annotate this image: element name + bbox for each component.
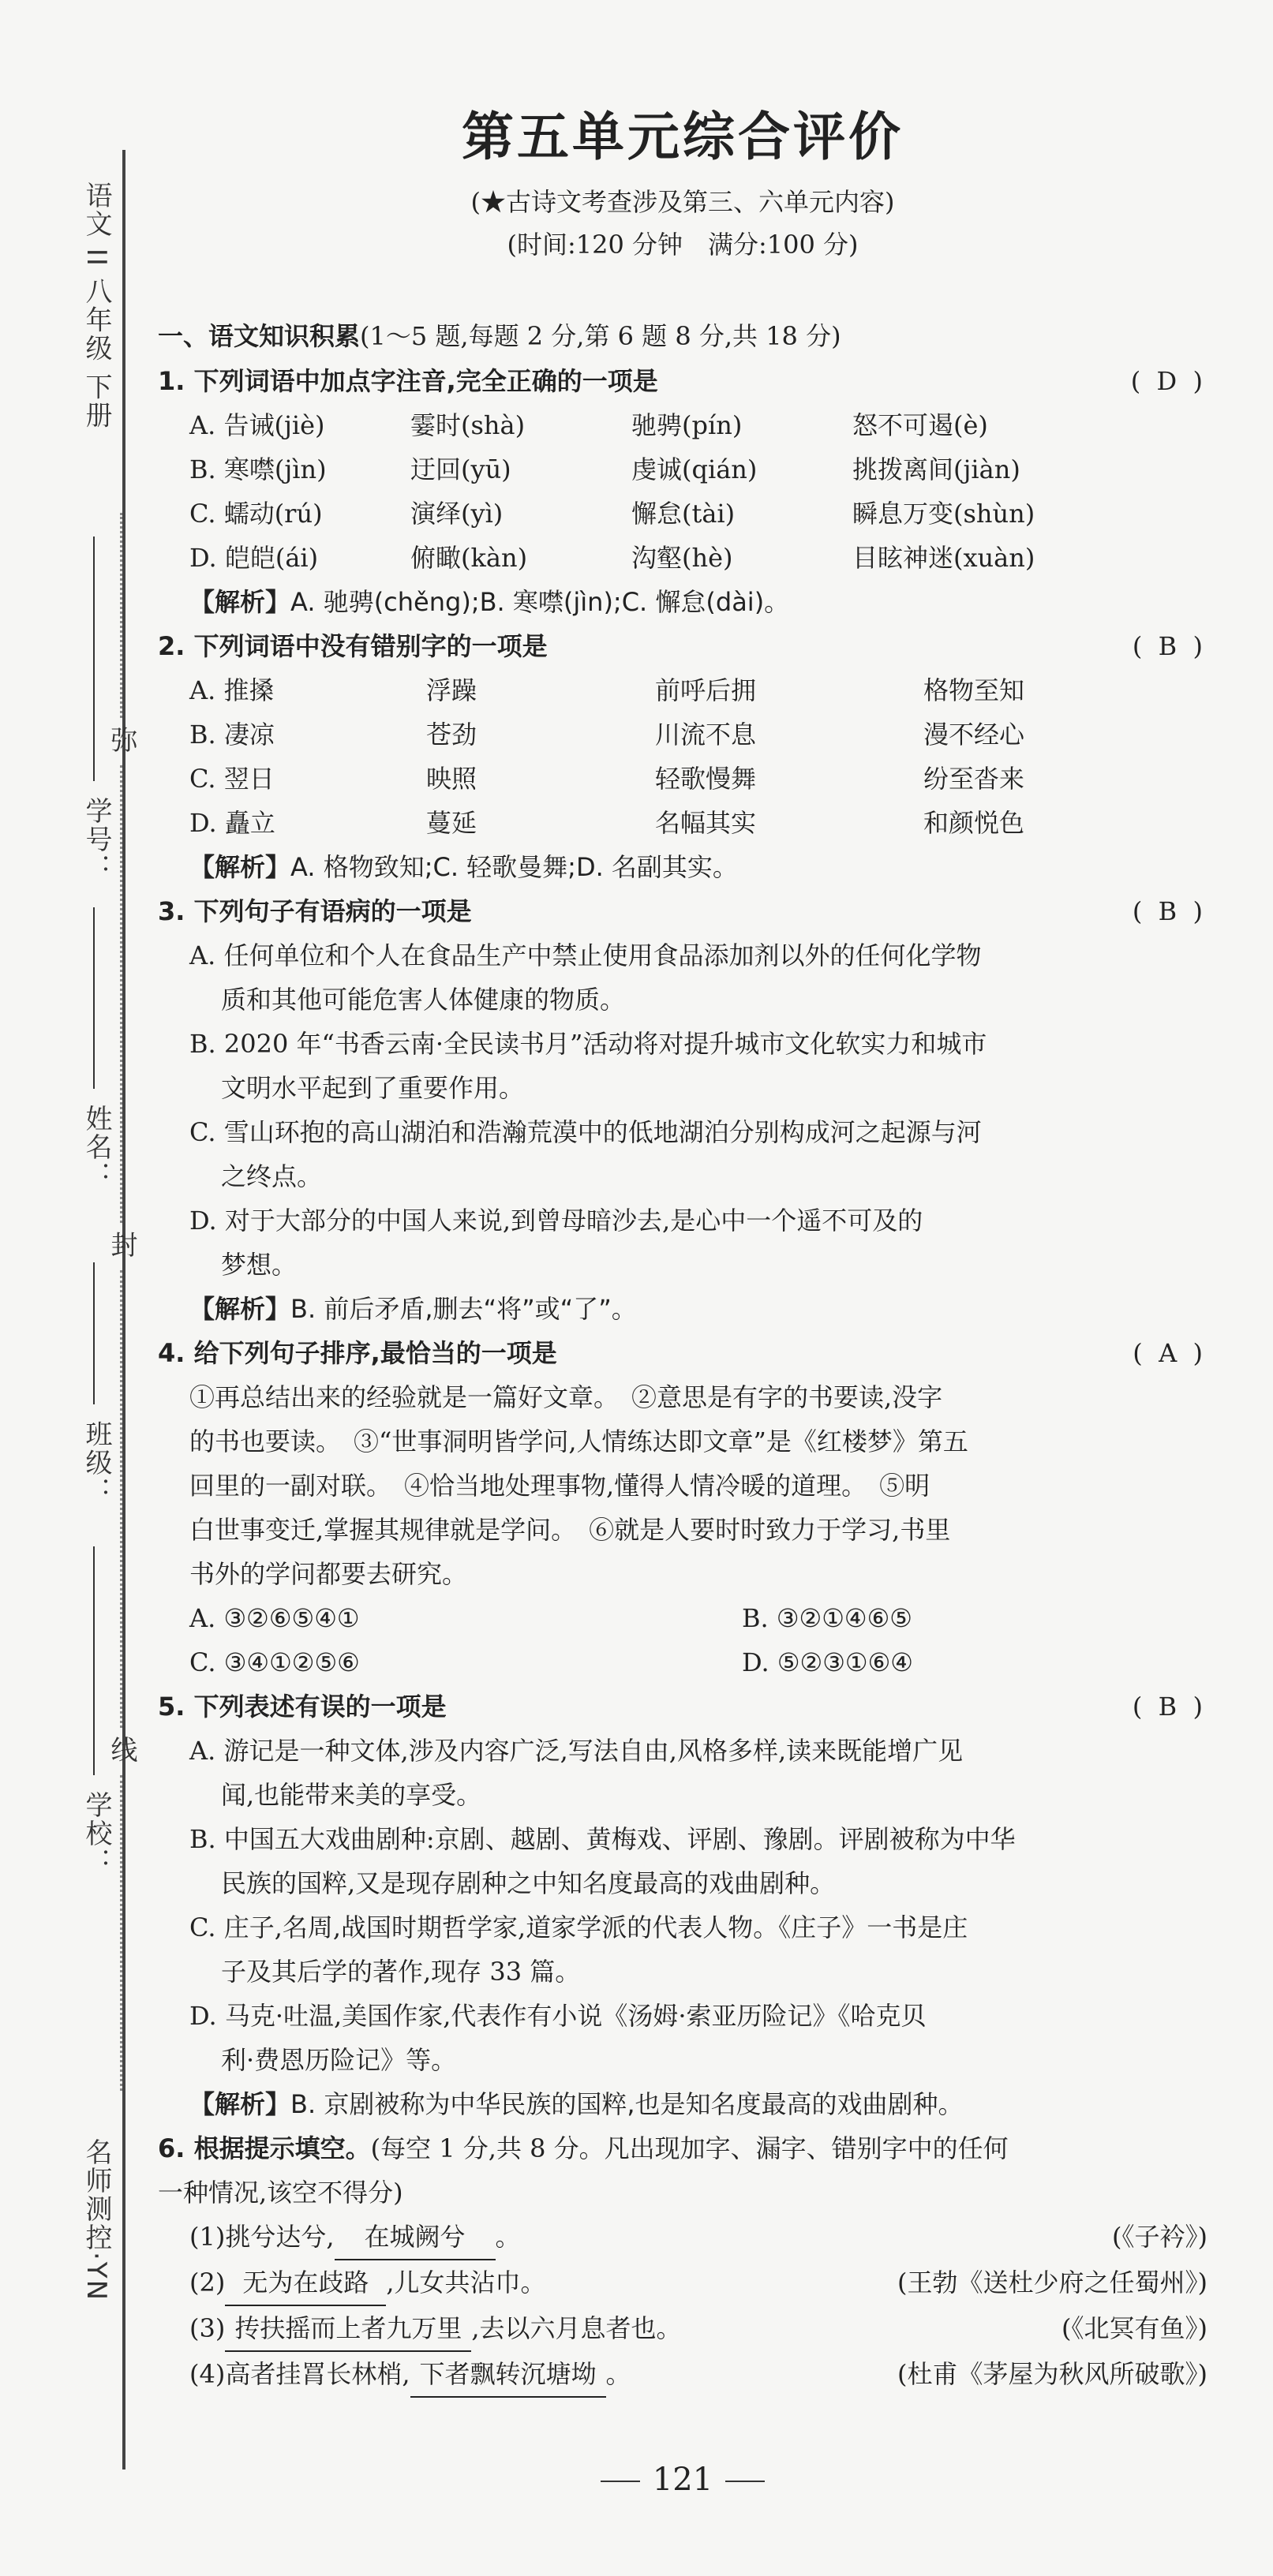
- fill-suffix: ,去以六月息者也。: [471, 2313, 682, 2343]
- question-stem: 1. 下列词语中加点字注音,完全正确的一项是: [158, 366, 658, 396]
- option-line: B. 2020 年“书香云南·全民读书月”活动将对提升城市文化软实力和城市: [189, 1029, 987, 1059]
- option-line: 文明水平起到了重要作用。: [221, 1073, 525, 1103]
- student-number-line[interactable]: [93, 537, 95, 781]
- fill-source: (《子衿》): [1112, 2222, 1207, 2252]
- fill-item: [158, 2306, 1207, 2352]
- analysis-tag: 【解析】: [189, 2089, 291, 2119]
- fill-prefix: (4)高者挂罥长林梢,: [189, 2359, 410, 2389]
- question-2: [158, 624, 1207, 889]
- option-line: D. 马克·吐温,美国作家,代表作有小说《汤姆·索亚历险记》《哈克贝: [189, 2001, 927, 2031]
- fill-answer[interactable]: 抟扶摇而上者九万里: [225, 2306, 471, 2352]
- analysis-tag: 【解析】: [189, 852, 291, 882]
- fill-answer[interactable]: 在城阙兮: [335, 2215, 496, 2260]
- option-item: 懈怠(tài): [631, 499, 736, 529]
- dash-left: [601, 2481, 640, 2484]
- option-row: [158, 801, 1207, 845]
- option-item: D. ⑤②③①⑥④: [742, 1647, 913, 1677]
- passage-line: 白世事变迁,掌握其规律就是学问。 ⑥就是人要时时致力于学习,书里: [189, 1515, 951, 1545]
- option-item: C. 蠕动(rú): [189, 499, 323, 529]
- option-row: [158, 447, 1207, 492]
- analysis-text: A. 格物致知;C. 轻歌曼舞;D. 名副其实。: [290, 852, 738, 882]
- question-5: [158, 1684, 1207, 2126]
- option-line: D. 对于大部分的中国人来说,到曾母暗沙去,是心中一个遥不可及的: [189, 1206, 923, 1236]
- fill-source: (杜甫《茅屋为秋风所破歌》): [897, 2359, 1207, 2389]
- question-stem: 4. 给下列句子排序,最恰当的一项是: [158, 1338, 557, 1368]
- question-4: [158, 1331, 1207, 1684]
- option-item: C. ③④①②⑤⑥: [189, 1647, 360, 1677]
- analysis: [158, 1287, 1207, 1331]
- fill-prefix: (1)挑兮达兮,: [189, 2222, 335, 2252]
- option-row: [158, 712, 1207, 757]
- option-line: 之终点。: [221, 1161, 323, 1191]
- section-note: (1～5 题,每题 2 分,第 6 题 8 分,共 18 分): [360, 321, 841, 351]
- option-row: [158, 757, 1207, 801]
- option-line: 质和其他可能危害人体健康的物质。: [221, 985, 626, 1015]
- seal-dotted-line: [120, 1775, 122, 2091]
- option-line: 梦想。: [221, 1250, 298, 1280]
- answer-box: ( D ): [1130, 366, 1203, 396]
- seal-dotted-line: [120, 513, 122, 718]
- option-row: [158, 668, 1207, 712]
- option-line: 闻,也能带来美的享受。: [221, 1780, 482, 1810]
- fill-suffix: 。: [605, 2359, 631, 2389]
- exam-page: [158, 95, 1207, 2498]
- option-item: 目眩神迷(xuàn): [852, 543, 1035, 573]
- option-item: 前呼后拥: [655, 675, 757, 705]
- analysis: [158, 845, 1207, 889]
- book-label: 语文 II 八年级 下册: [80, 181, 112, 430]
- option-item: 演绎(yì): [410, 499, 504, 529]
- question-3: [158, 889, 1207, 1331]
- passage-line: ①再总结出来的经验就是一篇好文章。 ②意思是有字的书要读,没字: [189, 1382, 943, 1412]
- page-number-footer: [158, 2462, 1207, 2498]
- name-line[interactable]: [93, 907, 95, 1089]
- time-score: (时间:120 分钟 满分:100 分): [507, 230, 859, 260]
- option-item: 怒不可遏(è): [852, 410, 988, 440]
- analysis-tag: 【解析】: [189, 1294, 291, 1324]
- fill-source: (王勃《送杜少府之任蜀州》): [897, 2268, 1207, 2297]
- fill-suffix: 。: [495, 2222, 521, 2252]
- answer-box: ( B ): [1132, 896, 1203, 926]
- section-title: 一、语文知识积累: [158, 321, 361, 351]
- question-6: [158, 2126, 1207, 2398]
- question-stem: 2. 下列词语中没有错别字的一项是: [158, 631, 548, 661]
- option-item: D. 矗立: [189, 808, 275, 838]
- option-row: [158, 403, 1207, 447]
- section-heading: [158, 316, 1207, 353]
- school-label: 学校：: [80, 1791, 112, 1876]
- option-line: 利·费恩历险记》等。: [221, 2045, 457, 2075]
- fill-answer[interactable]: 下者飘转沉塘坳: [410, 2352, 606, 2398]
- page-number: 121: [652, 2462, 713, 2498]
- fill-item: [158, 2260, 1207, 2306]
- option-row: [158, 536, 1207, 580]
- option-item: B. 寒噤(jìn): [189, 454, 327, 484]
- passage-line: 回里的一副对联。 ④恰当地处理事物,懂得人情冷暖的道理。 ⑤明: [189, 1471, 930, 1501]
- fill-prefix: (2): [189, 2268, 226, 2297]
- option-item: 格物至知: [923, 675, 1025, 705]
- option-line: C. 庄子,名周,战国时期哲学家,道家学派的代表人物。《庄子》一书是庄: [189, 1912, 968, 1942]
- question-stem: 5. 下列表述有误的一项是: [158, 1692, 447, 1722]
- option-line: 子及其后学的著作,现存 33 篇。: [221, 1957, 581, 1987]
- publisher-label: 名师测控·YN: [80, 2138, 112, 2302]
- answer-box: ( B ): [1132, 1692, 1203, 1722]
- option-item: 漫不经心: [923, 720, 1025, 750]
- option-item: 挑拨离间(jiàn): [852, 454, 1020, 484]
- seal-dotted-line: [120, 1270, 122, 1728]
- option-row: [158, 1596, 1207, 1640]
- option-line: A. 任何单位和个人在食品生产中禁止使用食品添加剂以外的任何化学物: [189, 940, 982, 970]
- dash-right: [725, 2481, 765, 2484]
- name-label: 姓名：: [80, 1105, 112, 1190]
- option-item: C. 翌日: [189, 764, 275, 794]
- option-item: 虔诚(qián): [631, 454, 758, 484]
- option-item: 浮躁: [426, 675, 477, 705]
- student-number-label: 学号：: [80, 797, 112, 882]
- fill-prefix: (3): [189, 2313, 226, 2343]
- seal-char-xian: 线: [106, 1736, 137, 1763]
- analysis-tag: 【解析】: [189, 587, 291, 617]
- question-stem: 3. 下列句子有语病的一项是: [158, 896, 472, 926]
- school-line[interactable]: [93, 1546, 95, 1775]
- option-line: A. 游记是一种文体,涉及内容广泛,写法自由,风格多样,读来既能增广见: [189, 1736, 964, 1766]
- passage-line: 的书也要读。 ③“世事洞明皆学问,人情练达即文章”是《红楼梦》第五: [189, 1426, 968, 1456]
- question-note-cont: 一种情况,该空不得分): [158, 2178, 403, 2208]
- option-item: A. 告诫(jiè): [189, 410, 325, 440]
- option-item: 蔓延: [426, 808, 477, 838]
- binding-margin: [75, 150, 125, 2469]
- option-item: 迂回(yū): [410, 454, 511, 484]
- option-item: B. 凄凉: [189, 720, 275, 750]
- question-note: (每空 1 分,共 8 分。凡出现加字、漏字、错别字中的任何: [370, 2133, 1009, 2163]
- analysis-text: B. 京剧被称为中华民族的国粹,也是知名度最高的戏曲剧种。: [290, 2089, 964, 2119]
- option-item: 沟壑(hè): [631, 543, 733, 573]
- option-item: 霎时(shà): [410, 410, 526, 440]
- option-line: C. 雪山环抱的高山湖泊和浩瀚荒漠中的低地湖泊分别构成河之起源与河: [189, 1117, 982, 1147]
- analysis-text: B. 前后矛盾,删去“将”或“了”。: [290, 1294, 637, 1324]
- analysis: [158, 580, 1207, 624]
- option-item: D. 皑皑(ái): [189, 543, 319, 573]
- seal-char-feng: 封: [106, 1231, 137, 1258]
- passage-line: 书外的学问都要去研究。: [189, 1559, 468, 1589]
- fill-suffix: ,儿女共沾巾。: [386, 2268, 546, 2297]
- question-1: [158, 359, 1207, 624]
- option-item: 苍劲: [426, 720, 477, 750]
- option-item: 川流不息: [655, 720, 757, 750]
- option-item: 驰骋(pín): [631, 410, 743, 440]
- fill-item: [158, 2215, 1207, 2260]
- option-row: [158, 492, 1207, 536]
- option-item: 轻歌慢舞: [655, 764, 757, 794]
- option-item: A. 推搡: [189, 675, 275, 705]
- option-line: 民族的国粹,又是现存剧种之中知名度最高的戏曲剧种。: [221, 1868, 836, 1898]
- option-item: 纷至沓来: [923, 764, 1025, 794]
- option-item: 俯瞰(kàn): [410, 543, 528, 573]
- analysis: [158, 2082, 1207, 2126]
- fill-item: [158, 2352, 1207, 2398]
- answer-box: ( A ): [1133, 1338, 1203, 1368]
- class-label: 班级：: [80, 1420, 112, 1505]
- option-item: 和颜悦色: [923, 808, 1025, 838]
- seal-dotted-line: [120, 765, 122, 1223]
- seal-char-mi: 弥: [106, 726, 137, 753]
- option-item: 映照: [426, 764, 477, 794]
- fill-answer[interactable]: 无为在歧路: [225, 2260, 386, 2306]
- option-row: [158, 1640, 1207, 1684]
- analysis-text: A. 驰骋(chěng);B. 寒噤(jìn);C. 懈怠(dài)。: [290, 587, 790, 617]
- page-title: 第五单元综合评价: [462, 107, 904, 167]
- question-stem: 6. 根据提示填空。: [158, 2133, 371, 2163]
- class-line[interactable]: [93, 1262, 95, 1404]
- option-item: B. ③②①④⑥⑤: [742, 1603, 912, 1633]
- option-item: 名幅其实: [655, 808, 757, 838]
- option-item: 瞬息万变(shùn): [852, 499, 1035, 529]
- fill-source: (《北冥有鱼》): [1061, 2313, 1207, 2343]
- scope-note: (★古诗文考查涉及第三、六单元内容): [470, 187, 895, 217]
- option-line: B. 中国五大戏曲剧种:京剧、越剧、黄梅戏、评剧、豫剧。评剧被称为中华: [189, 1824, 1016, 1854]
- answer-box: ( B ): [1132, 631, 1203, 661]
- option-item: A. ③②⑥⑤④①: [189, 1603, 360, 1633]
